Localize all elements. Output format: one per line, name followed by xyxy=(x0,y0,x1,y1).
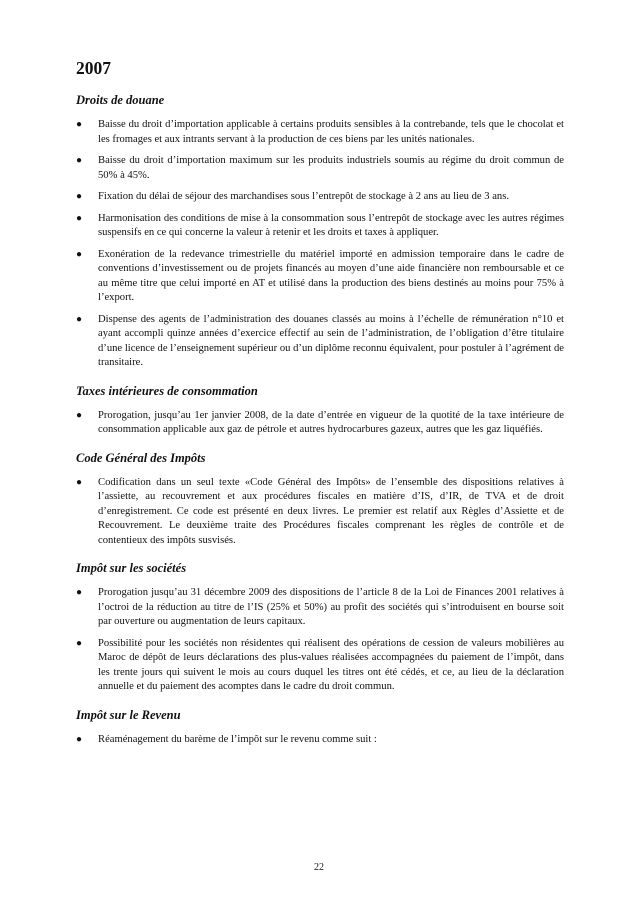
bullet-text: Baisse du droit d’importation maximum sur les produits industriels soumis au régime du droit commun de 50% à 45%. xyxy=(98,155,564,181)
bullet-text: Prorogation, jusqu’au 1er janvier 2008, de la date d’entrée en vigueur de la quotité de la taxe intérieure de consommation applicable aux gaz de pétrole et autres hydrocarbures gazeux, autres que les gaz liquéfiés. xyxy=(98,409,564,435)
bullet-item xyxy=(76,586,564,630)
year-heading: 2007 xyxy=(76,58,111,78)
bullet-list xyxy=(76,118,564,371)
bullet-text: Possibilité pour les sociétés non résidentes qui réalisent des opérations de cession de valeurs mobilières au Maroc de dépôt de leurs déclarations des plus-values réalisées accompagnées du paiement de l’impôt, dans les trente jours qui suivent le mois au cours duquel les titres ont été cédés, et ce, au lieu de la déclaration annuelle et du paiement des acomptes dans le cadre du droit commun. xyxy=(98,637,564,692)
section-title: Impôt sur les sociétés xyxy=(76,561,187,575)
bullet-list xyxy=(76,586,564,695)
bullet-text: Exonération de la redevance trimestrielle du matériel importé en admission temporaire dans le cadre de conventions d’investissement ou de projets financés au moyen d’une aide financière non remboursable et ce au même titre que celui importé en AT et utilisé dans la production des biens destinés au moins pour 75% à l’export. xyxy=(98,248,564,303)
bullet-icon: ● xyxy=(76,587,83,598)
document-page xyxy=(76,58,564,759)
bullet-list xyxy=(76,409,564,438)
bullet-icon: ● xyxy=(76,191,83,202)
bullet-list xyxy=(76,733,564,748)
bullet-item xyxy=(76,733,564,748)
bullet-icon: ● xyxy=(76,409,83,421)
bullet-text: Codification dans un seul texte «Code Général des Impôts» de l’ensemble des dispositions relatives à l’assiette, au recouvrement et aux procédures fiscales en matière d’IS, d’IR, de TVA et de droit d’enregistrement. Ce code est présenté en deux livres. Le premier est relatif aux Règles d’Assiette et de Recouvrement. Le deuxième traite des Procédures fiscales comprenant les règles de contrôle et de contentieux des impôts susvisés. xyxy=(98,476,564,546)
bullet-icon: ● xyxy=(76,637,83,649)
section xyxy=(76,92,564,371)
bullet-item xyxy=(76,212,564,241)
bullet-text: Prorogation jusqu’au 31 décembre 2009 des dispositions de l’article 8 de la Loi de Finances 2001 relatives à l’octroi de la réduction au titre de l’IS (25% et 50%) au profit des sociétés qui s’introduisent en bourse soit par ouverture ou augmentation de leurs capitaux. xyxy=(98,587,564,627)
section xyxy=(76,450,564,549)
bullet-text: Réaménagement du barème de l’impôt sur le revenu comme suit : xyxy=(98,733,377,745)
bullet-icon: ● xyxy=(76,733,83,745)
section-title: Impôt sur le Revenu xyxy=(76,707,181,722)
bullet-item xyxy=(76,476,564,549)
bullet-item xyxy=(76,409,564,438)
section xyxy=(76,560,564,695)
section xyxy=(76,383,564,438)
section xyxy=(76,707,564,748)
bullet-item xyxy=(76,637,564,695)
bullet-icon: ● xyxy=(76,313,83,325)
section-title: Droits de douane xyxy=(76,93,165,107)
bullet-icon: ● xyxy=(76,119,83,130)
bullet-text: Dispense des agents de l’administration des douanes classés au moins à l’échelle de rémunération n°10 et ayant accompli quinze années d’exercice effectif au sein de l’administration, de l’obligation d’être titulaire d’une licence de l’enseignement supérieur ou d’un diplôme reconnu équivalent, pour postuler à l’agrément de transitaire. xyxy=(98,313,564,368)
bullet-text: Baisse du droit d’importation applicable à certains produits sensibles à la contrebande, tels que le chocolat et les fromages et aux intrants servant à la production de ces biens par les unités nationales. xyxy=(98,119,564,145)
bullet-item xyxy=(76,118,564,147)
bullet-icon: ● xyxy=(76,248,83,260)
bullet-item xyxy=(76,190,564,205)
bullet-text: Harmonisation des conditions de mise à la consommation sous l’entrepôt de stockage avec les autres régimes suspensifs en ce qui concerne la valeur à retenir et les droits et taxes à appliquer. xyxy=(98,212,564,238)
page-number: 22 xyxy=(314,862,324,873)
section-title: Taxes intérieures de consommation xyxy=(76,383,258,398)
bullet-text: Fixation du délai de séjour des marchandises sous l’entrepôt de stockage à 2 ans au lieu de 3 ans. xyxy=(98,191,509,202)
bullet-list xyxy=(76,476,564,549)
section-title: Code Général des Impôts xyxy=(76,450,206,465)
sections-container xyxy=(76,92,564,747)
bullet-icon: ● xyxy=(76,476,83,488)
bullet-icon: ● xyxy=(76,155,83,166)
bullet-item xyxy=(76,313,564,371)
bullet-item xyxy=(76,248,564,306)
bullet-item xyxy=(76,154,564,183)
bullet-icon: ● xyxy=(76,212,83,224)
